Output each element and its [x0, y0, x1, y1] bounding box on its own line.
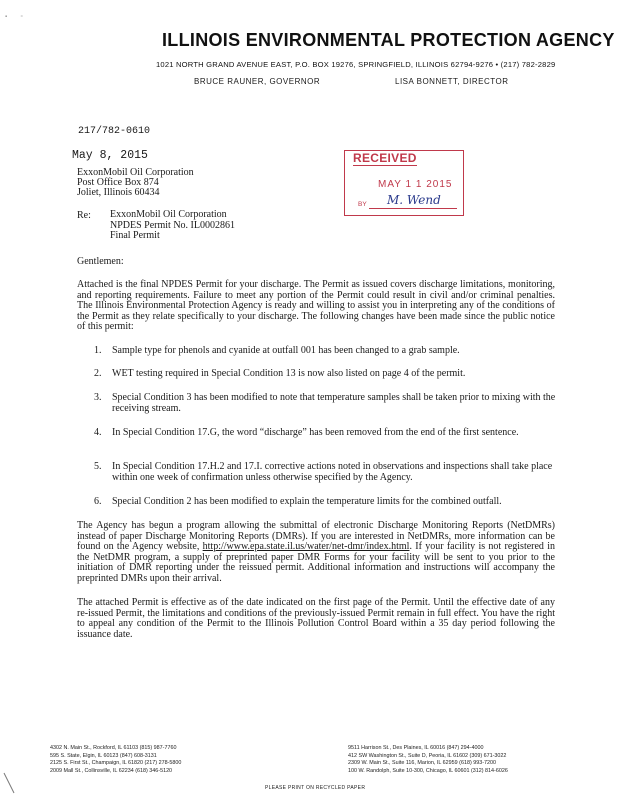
list-item-text: Special Condition 3 has been modified to note that temperature samples shall be taken prior to mixing with the receiving stream. [112, 392, 556, 414]
footer-office: 4302 N. Main St., Rockford, IL 61103 (815) 987-7760 [50, 745, 177, 751]
list-item-number: 1. [94, 345, 102, 356]
recipient-line: Post Office Box 874 [77, 177, 159, 188]
agency-address: 1021 NORTH GRAND AVENUE EAST, P.O. BOX 19276, SPRINGFIELD, ILLINOIS 62794-9276 • (217) 782-2829 [156, 60, 556, 69]
footer-office: 2125 S. First St., Champaign, IL 61820 (217) 278-5800 [50, 760, 182, 766]
stamp-by-label: BY [358, 201, 367, 208]
subject-line: NPDES Permit No. IL0002861 [110, 219, 235, 231]
salutation: Gentlemen: [77, 256, 124, 267]
footer-office: 100 W. Randolph, Suite 10-300, Chicago, IL 60601 (312) 814-6026 [348, 767, 508, 774]
netdmr-paragraph [77, 521, 555, 584]
list-item-text: WET testing required in Special Condition 13 is now also listed on page 4 of the permit. [112, 368, 466, 379]
governor-name: BRUCE RAUNER, GOVERNOR [194, 77, 321, 86]
recycled-paper-note: PLEASE PRINT ON RECYCLED PAPER [265, 785, 366, 791]
netdmr-text-cont: . If your facility is not registered in the NetDMR program, a supply of preprinted paper DMR Forms for your facility will be sent to you prior to the initiation of DMR reporting under the reissued permit. Additional information and instructions will accompany the preprinted DMRs upon their arrival. [77, 541, 556, 584]
recipient-address [77, 168, 194, 198]
list-item-number: 5. [94, 461, 102, 472]
agency-name: ILLINOIS ENVIRONMENTAL PROTECTION AGENCY [162, 30, 615, 50]
subject-block [110, 210, 235, 242]
re-label: Re: [77, 210, 91, 221]
stamp-title: RECEIVED [353, 151, 417, 165]
list-item-text: In Special Condition 17.H.2 and 17.I. corrective actions noted in observations and inspections shall take place within one week of confirmation unless otherwise specified by the Agency. [112, 461, 553, 483]
footer-office: 2009 Mall St., Collinsville, IL 62234 (618) 346-5120 [50, 767, 173, 774]
page-corner-mark [2, 772, 18, 794]
subject-line: Final Permit [110, 230, 160, 241]
footer-office: 595 S. State, Elgin, IL 60123 (847) 608-3131 [50, 752, 157, 759]
director-name: LISA BONNETT, DIRECTOR [395, 77, 509, 86]
list-item-text: Special Condition 2 has been modified to explain the temperature limits for the combined outfall. [112, 496, 502, 507]
stamp-signature-line [369, 208, 457, 209]
footer-office: 9511 Harrison St., Des Plaines, IL 60016 (847) 294-4000 [348, 745, 484, 751]
appeal-paragraph: The attached Permit is effective as of the date indicated on the first page of the Permit. Until the effective date of any re-issued Permit, the limitations and conditions of the previously-issued Permit remain in full effect. You have the right to appeal any condition of the Permit to the Illinois Pollution Control Board within a 35 day period following the issuance date. [77, 597, 555, 640]
list-item-number: 6. [94, 496, 102, 507]
footer-offices-right [348, 745, 508, 775]
scan-marks: ▪ ▫ [5, 14, 23, 20]
list-item-number: 3. [94, 392, 102, 403]
recipient-line: Joliet, Illinois 60434 [77, 187, 160, 198]
stamp-date: MAY 1 1 2015 [378, 179, 453, 190]
list-item-number: 2. [94, 368, 102, 379]
stamp-signature: M. Wend [387, 193, 441, 207]
list-item-number: 4. [94, 427, 102, 438]
recipient-line: ExxonMobil Oil Corporation [77, 167, 194, 178]
list-item-text: In Special Condition 17.G, the word “discharge” has been removed from the end of the first sentence. [112, 427, 519, 438]
received-stamp [344, 150, 464, 216]
footer-offices-left [50, 745, 181, 775]
footer-office: 2309 W. Main St., Suite 116, Marion, IL 62959 (618) 993-7200 [348, 760, 497, 766]
letter-date: May 8, 2015 [72, 149, 148, 162]
phone-number: 217/782-0610 [78, 126, 151, 137]
footer-office: 412 SW Washington St., Suite D, Peoria, IL 61602 (309) 671-3022 [348, 752, 507, 759]
intro-paragraph: Attached is the final NPDES Permit for your discharge. The Permit as issued covers discharge limitations, monitoring, and reporting requirements. Failure to meet any portion of the Permit could result in civil and/or criminal penalties. The Illinois Environmental Protection Agency is ready and willing to assist you in interpreting any of the conditions of the Permit as they relate specifically to your discharge. The following changes have been made since the public notice of this permit: [77, 279, 555, 332]
netdmr-text: The Agency has begun a program allowing the submittal of electronic Discharge Monitoring Reports (NetDMRs) instead of paper Discharge Monitoring Reports (DMRs). If you are interested in NetDMRs, more information can be found on the Agency website, [77, 520, 555, 552]
agency-website-link[interactable]: http://www.epa.state.il.us/water/net-dmr/index.html [202, 541, 410, 552]
list-item-text: Sample type for phenols and cyanide at outfall 001 has been changed to a grab sample. [112, 345, 460, 356]
subject-line: ExxonMobil Oil Corporation [110, 209, 227, 220]
